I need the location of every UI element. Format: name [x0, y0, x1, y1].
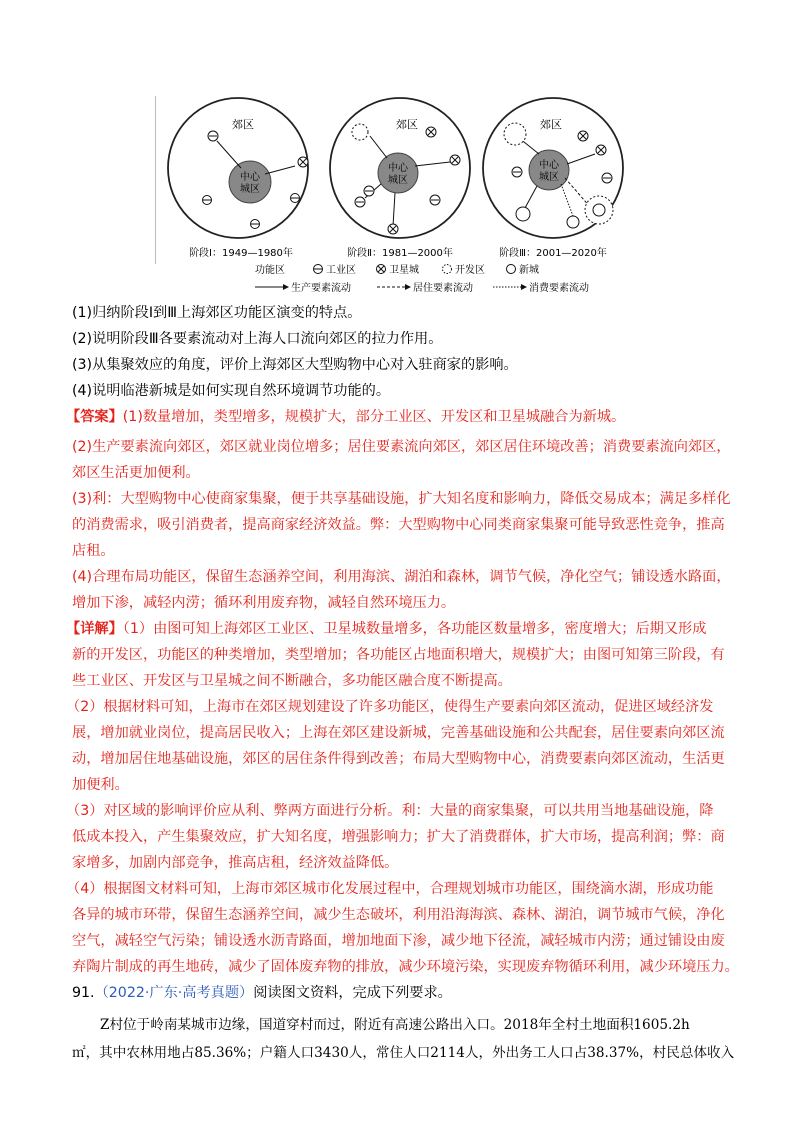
- detail-line-6: 动，增加居住地基础设施，郊区的居住条件得到改善；布局大型购物中心，消费要素向郊区流动，生活更: [72, 751, 725, 767]
- center-label-1b: 城区: [240, 184, 260, 195]
- stage-1-diagram: [168, 98, 308, 238]
- legend-consumption-flow: 消费要素流动: [529, 283, 589, 294]
- legend-newtown: 新城: [519, 265, 539, 276]
- detail-line-4: （2）根据材料可知，上海市在郊区规划建设了许多功能区，使得生产要素向郊区流动，促进区域经济发: [66, 699, 714, 715]
- question-2: (2)说明阶段Ⅲ各要素流动对上海人口流向郊区的拉力作用。: [72, 331, 443, 347]
- detail-line-9: 低成本投入，产生集聚效应，扩大知名度，增强影响力；扩大了消费群体，扩大市场，提高利润；弊：商: [72, 829, 725, 845]
- suburb-label-3: 郊区: [540, 118, 562, 131]
- detail-tag: 【详解】: [66, 621, 123, 637]
- legend-residence-flow: 居住要素流动: [413, 283, 473, 294]
- legend-title: 功能区: [255, 265, 285, 276]
- answer-line-6: 店租。: [72, 543, 115, 559]
- stage-2-diagram: [330, 98, 470, 238]
- question-3: (3)从集聚效应的角度，评价上海郊区大型购物中心对入驻商家的影响。: [72, 357, 518, 373]
- center-label-2a: 中心: [388, 163, 408, 174]
- stage-3-diagram: [483, 98, 623, 238]
- answer-line-5: 的消费需求，吸引消费者，提高商家经济效益。弊：大型购物中心同类商家集聚可能导致恶性竞争，推高: [72, 517, 725, 533]
- answer-line-1: 【答案】(1)数量增加，类型增多，规模扩大，部分工业区、开发区和卫星城融合为新城。: [66, 409, 626, 425]
- center-label-1a: 中心: [240, 172, 260, 183]
- suburb-evolution-figure: [155, 96, 647, 294]
- q91-instruction: 阅读图文资料，完成下列要求。: [253, 985, 452, 1001]
- answer-line-4: (3)利：大型购物中心使商家集聚，便于共享基础设施，扩大知名度和影响力，降低交易成本；满足多样化: [72, 491, 731, 507]
- detail-line-5: 展，增加就业岗位，提高居民收入；上海在郊区建设新城，完善基础设施和公共配套，居住要素向郊区流: [72, 725, 725, 741]
- detail-line-1: 【详解】（1）由图可知上海郊区工业区、卫星城数量增多，各功能区数量增多，密度增大；后期又形成: [66, 621, 707, 637]
- answer-line-2: (2)生产要素流向郊区，郊区就业岗位增多；居住要素流向郊区，郊区居住环境改善；消费要素流向郊区，: [72, 439, 731, 455]
- detail-line-8: （3）对区域的影响评价应从利、弊两方面进行分析。利：大量的商家集聚，可以共用当地基础设施，降: [66, 803, 714, 819]
- q91-number: 91.: [72, 985, 95, 1001]
- detail-line-12: 各异的城市环带，保留生态涵养空间，减少生态破坏，利用沿海海滨、森林、湖泊，调节城市气候，净化: [72, 907, 725, 923]
- legend-production-flow: 生产要素流动: [291, 283, 351, 294]
- answer-line-3: 郊区生活更加便利。: [72, 465, 200, 481]
- detail-line-3: 些工业区、开发区与卫星城之间不断融合，多功能区融合度不断提高。: [72, 673, 512, 689]
- q91-source: （2022·广东·高考真题）: [94, 985, 254, 1001]
- figure-svg: [155, 96, 647, 294]
- q91-header: [72, 980, 732, 1006]
- suburb-label-2: 郊区: [396, 118, 418, 131]
- detail-line-10: 家增多，加剧内部竞争，推高店租，经济效益降低。: [72, 855, 399, 871]
- detail-line-7: 加便利。: [72, 777, 129, 793]
- answer-line-8: 增加下渗，减轻内涝；循环利用废弃物，减轻自然环境压力。: [72, 595, 456, 611]
- detail-line-2: 新的开发区，功能区的种类增加，类型增加；各功能区占地面积增大，规模扩大；由图可知第三阶段，有: [72, 647, 725, 663]
- material-line-1: Z村位于岭南某城市边缘，国道穿村而过，附近有高速公路出入口。2018年全村土地面积1605.2h: [100, 1017, 690, 1033]
- stage-label-1: 阶段Ⅰ：1949—1980年: [189, 248, 293, 259]
- detail-line-14: 弃陶片制成的再生地砖，减少了固体废弃物的排放，减少环境污染，实现废弃物循环利用，减少环境压力。: [72, 959, 739, 975]
- material-line-2: ㎡，其中农林用地占85.36%；户籍人口3430人，常住人口2114人，外出务工人口占38.37%，村民总体收入: [72, 1045, 735, 1061]
- answer-line-7: (4)合理布局功能区，保留生态涵养空间，利用海滨、湖泊和森林，调节气候，净化空气；铺设透水路面，: [72, 569, 731, 585]
- center-label-3a: 中心: [539, 160, 559, 171]
- suburb-label-1: 郊区: [232, 118, 254, 131]
- center-label-2b: 城区: [388, 175, 408, 186]
- stage-label-3: 阶段Ⅲ：2001—2020年: [499, 248, 607, 259]
- center-label-3b: 城区: [539, 172, 559, 183]
- question-4: (4)说明临港新城是如何实现自然环境调节功能的。: [72, 383, 391, 399]
- legend-industrial: 工业区: [326, 265, 356, 276]
- question-1: (1)归纳阶段Ⅰ到Ⅲ上海郊区功能区演变的特点。: [72, 305, 362, 321]
- answer-tag: 【答案】: [66, 409, 123, 425]
- legend-satellite: 卫星城: [389, 265, 419, 276]
- legend-development: 开发区: [455, 265, 485, 276]
- detail-line-11: （4）根据图文材料可知，上海市郊区城市化发展过程中，合理规划城市功能区，围绕滴水湖，形成功能: [66, 881, 714, 897]
- stage-label-2: 阶段Ⅱ：1981—2000年: [347, 248, 453, 259]
- detail-line-13: 空气，减轻空气污染；铺设透水沥青路面，增加地面下渗，减少地下径流，减轻城市内涝；通过铺设由废: [72, 933, 725, 949]
